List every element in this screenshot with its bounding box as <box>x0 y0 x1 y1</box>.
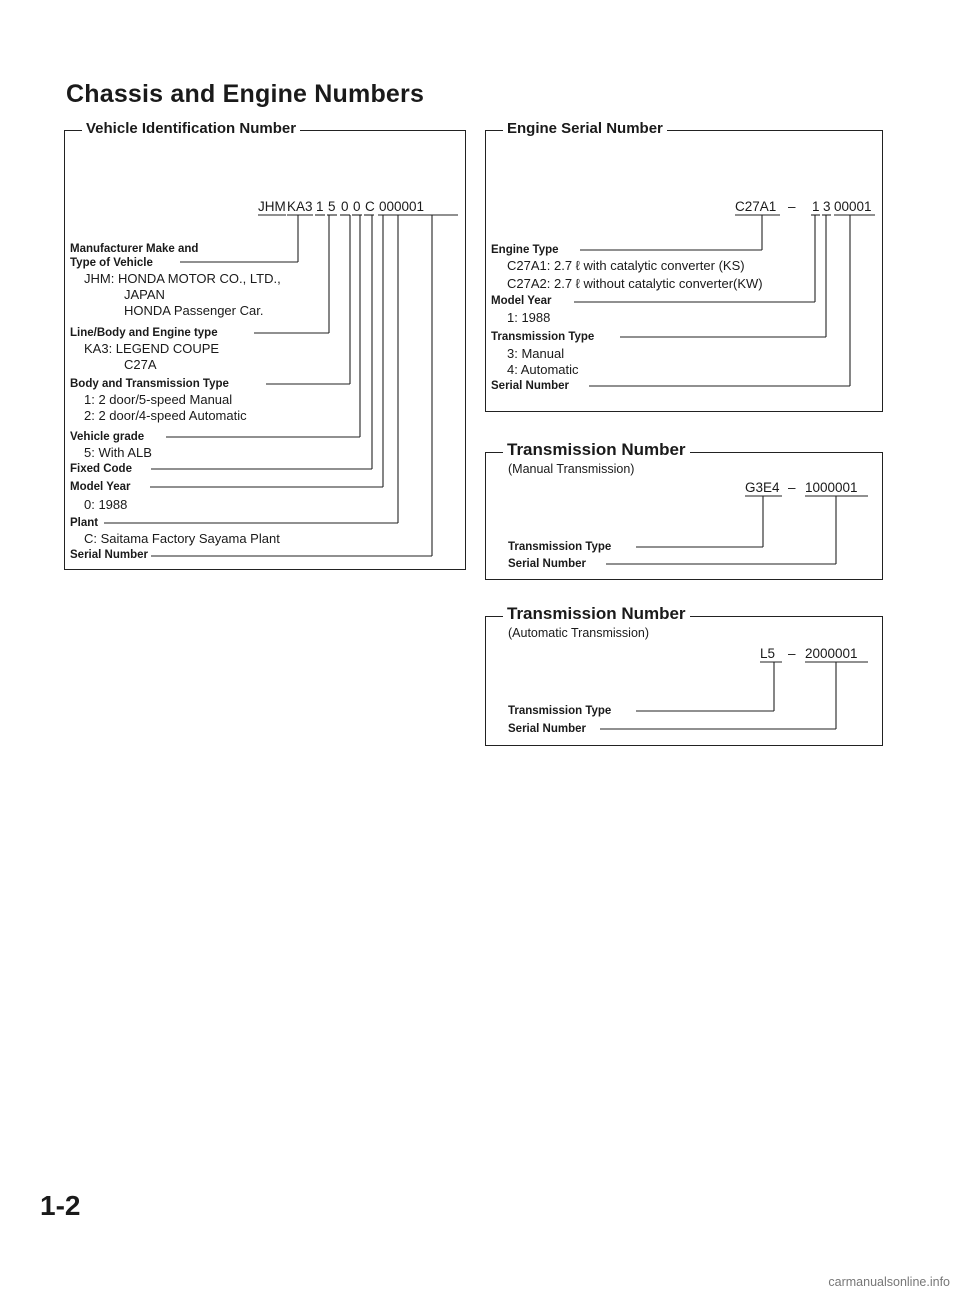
vin-body-value-2: 2: 2 door/4-speed Automatic <box>84 408 247 423</box>
vin-heading: Vehicle Identification Number <box>82 120 300 137</box>
vin-manufacturer-label: Manufacturer Make and <box>70 243 199 255</box>
manual-code-type: G3E4 <box>745 480 780 495</box>
auto-code-dash: – <box>788 646 796 661</box>
vin-fixed-label: Fixed Code <box>70 463 132 475</box>
page-number: 1-2 <box>40 1190 81 1221</box>
auto-code-type: L5 <box>760 646 776 661</box>
vin-plant-label: Plant <box>70 517 99 529</box>
vin-model-value: 0: 1988 <box>84 497 128 512</box>
engine-type-value: C27A1: 2.7 ℓ with catalytic converter (KS) <box>507 258 745 273</box>
engine-code-serial: 00001 <box>834 199 872 214</box>
engine-code-type: C27A1 <box>735 199 777 214</box>
vin-line-value: KA3: LEGEND COUPE <box>84 341 220 356</box>
engine-code-dash: – <box>788 199 796 214</box>
engine-model-value: 1: 1988 <box>507 310 551 325</box>
engine-code-1: 1 <box>812 199 820 214</box>
engine-trans-label: Transmission Type <box>491 331 595 343</box>
vin-grade-label: Vehicle grade <box>70 431 145 443</box>
engine-trans-value-2: 4: Automatic <box>507 362 579 377</box>
engine-type-value-2: C27A2: 2.7 ℓ without catalytic converter(KW) <box>507 276 763 291</box>
auto-serial-label: Serial Number <box>508 723 586 735</box>
auto-code-serial: 2000001 <box>805 646 858 661</box>
vin-code-serial: 000001 <box>379 199 425 214</box>
auto-trans-heading: Transmission Number <box>503 604 690 624</box>
manual-serial-label: Serial Number <box>508 558 586 570</box>
vin-code-0b: 0 <box>353 199 361 214</box>
manual-trans-heading: Transmission Number <box>503 440 690 460</box>
vin-code-5: 5 <box>328 199 336 214</box>
vin-line-value-2: C27A <box>124 357 157 372</box>
vin-plant-value: C: Saitama Factory Sayama Plant <box>84 531 280 546</box>
engine-heading: Engine Serial Number <box>503 120 667 137</box>
vin-manufacturer-value-3: HONDA Passenger Car. <box>124 303 264 318</box>
engine-code-3: 3 <box>823 199 831 214</box>
auto-trans-subtitle: (Automatic Transmission) <box>508 626 650 640</box>
vin-manufacturer-value: JHM: HONDA MOTOR CO., LTD., <box>84 271 281 286</box>
vin-code-0a: 0 <box>341 199 349 214</box>
vin-manufacturer-label-2: Type of Vehicle <box>70 257 153 269</box>
vin-manufacturer-value-2: JAPAN <box>124 287 165 302</box>
engine-serial-label: Serial Number <box>491 380 569 392</box>
engine-model-label: Model Year <box>491 295 552 307</box>
page-title: Chassis and Engine Numbers <box>66 80 425 108</box>
vin-code-1: 1 <box>316 199 324 214</box>
manual-code-serial: 1000001 <box>805 480 858 495</box>
engine-trans-value: 3: Manual <box>507 346 565 361</box>
vin-body-label: Body and Transmission Type <box>70 378 229 390</box>
vin-body-value: 1: 2 door/5-speed Manual <box>84 392 233 407</box>
manual-trans-subtitle: (Manual Transmission) <box>508 462 635 476</box>
vin-code-ka3: KA3 <box>287 199 313 214</box>
vin-serial-label: Serial Number <box>70 549 148 561</box>
manual-code-dash: – <box>788 480 796 495</box>
watermark: carmanualsonline.info <box>828 1275 950 1289</box>
auto-type-label: Transmission Type <box>508 705 612 717</box>
manual-type-label: Transmission Type <box>508 541 612 553</box>
engine-type-label: Engine Type <box>491 244 559 256</box>
vin-model-label: Model Year <box>70 481 131 493</box>
vin-code-jhm: JHM <box>258 199 286 214</box>
vin-grade-value: 5: With ALB <box>84 445 152 460</box>
vin-line-label: Line/Body and Engine type <box>70 327 218 339</box>
vin-code-c: C <box>365 199 375 214</box>
